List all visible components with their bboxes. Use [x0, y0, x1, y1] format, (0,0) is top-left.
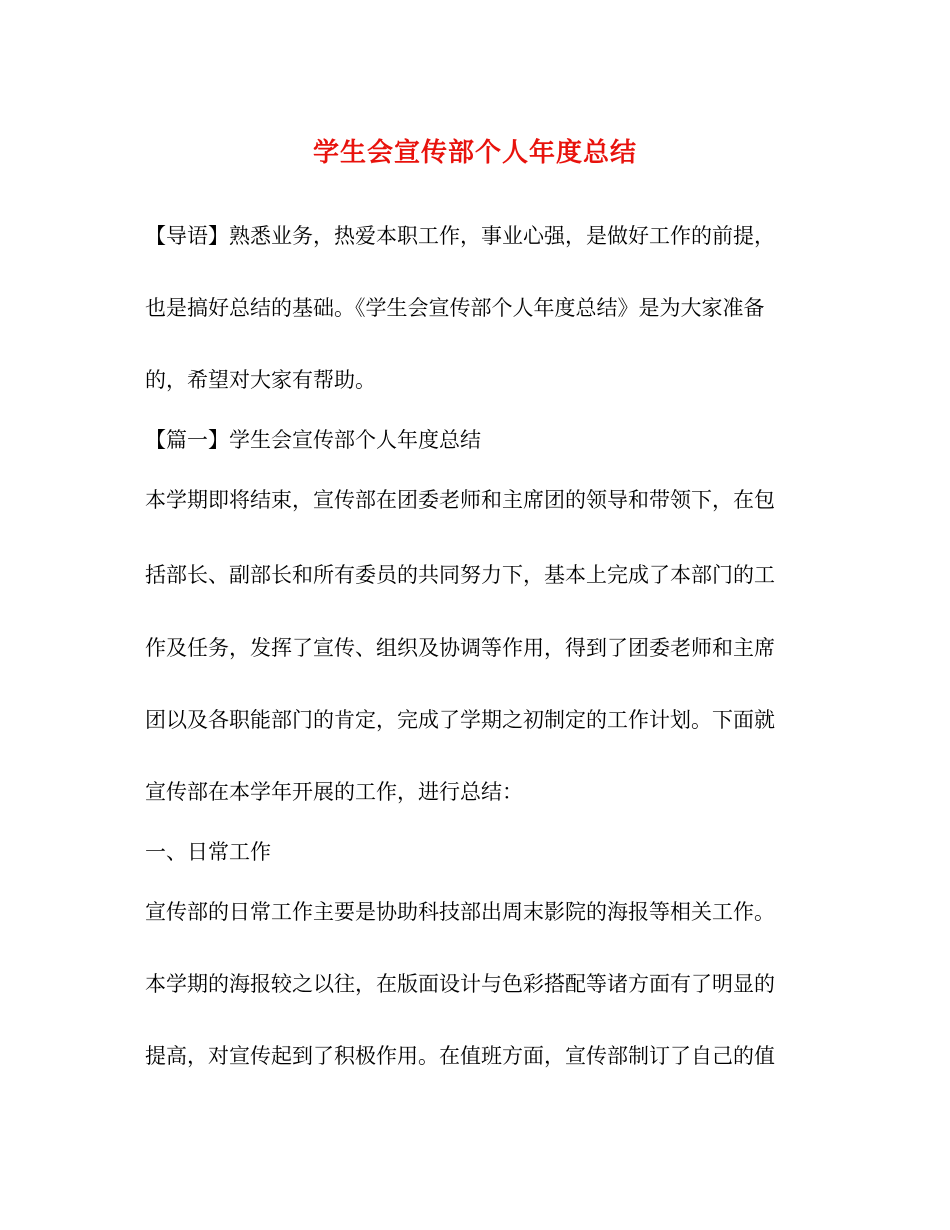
section-heading: 【篇一】学生会宣传部个人年度总结: [145, 428, 481, 452]
text-line: 括部长、副部长和所有委员的共同努力下，基本上完成了本部门的工: [145, 563, 775, 587]
text-line: 本学期即将结束，宣传部在团委老师和主席团的领导和带领下，在包: [145, 488, 775, 512]
text-line: 作及任务，发挥了宣传、组织及协调等作用，得到了团委老师和主席: [145, 636, 775, 660]
text-line: 宣传部的日常工作主要是协助科技部出周末影院的海报等相关工作。: [145, 900, 775, 924]
text-line: 也是搞好总结的基础。《学生会宣传部个人年度总结》是为大家准备: [145, 296, 765, 320]
subsection-heading: 一、日常工作: [145, 840, 271, 864]
document-title: 学生会宣传部个人年度总结: [312, 138, 637, 168]
text-line: 【导语】熟悉业务，热爱本职工作，事业心强，是做好工作的前提，: [145, 224, 775, 248]
text-line: 提高，对宣传起到了积极作用。在值班方面，宣传部制订了自己的值: [145, 1044, 775, 1068]
text-line: 的，希望对大家有帮助。: [145, 368, 376, 392]
text-line: 团以及各职能部门的肯定，完成了学期之初制定的工作计划。下面就: [145, 708, 775, 732]
text-line: 本学期的海报较之以往，在版面设计与色彩搭配等诸方面有了明显的: [145, 972, 775, 996]
text-line: 宣传部在本学年开展的工作，进行总结：: [145, 780, 523, 804]
